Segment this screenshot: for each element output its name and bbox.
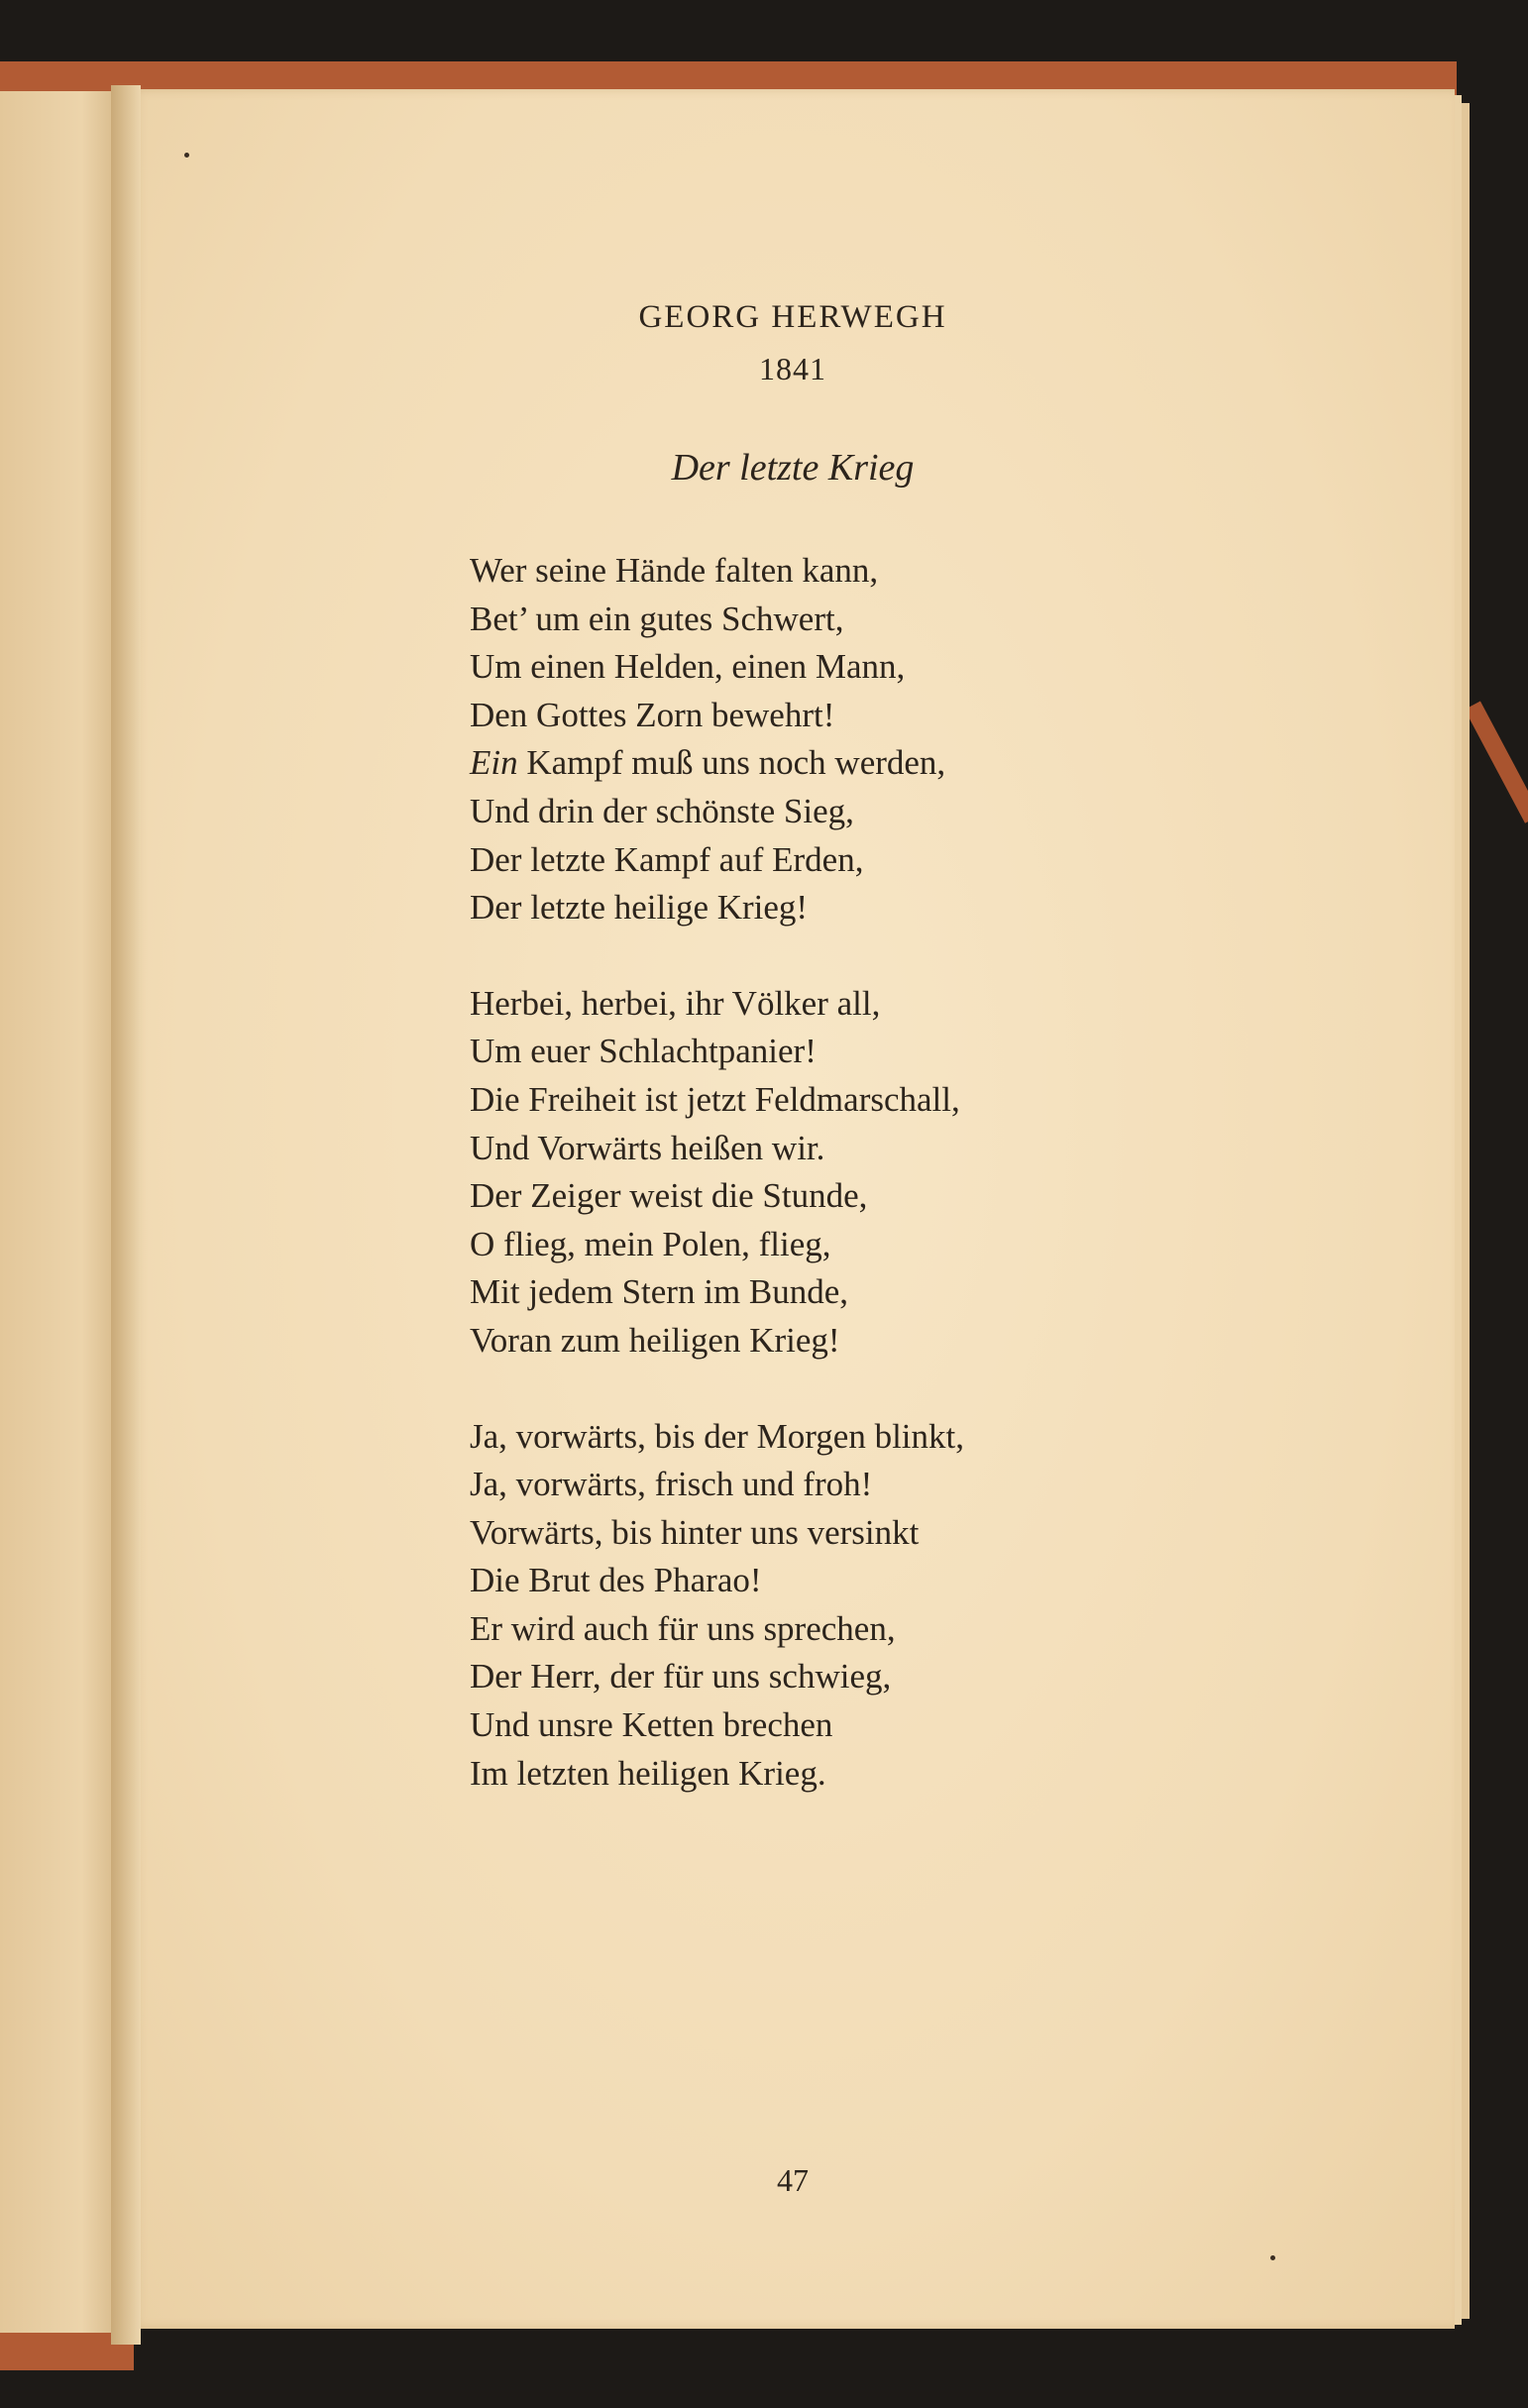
poem-line: Und drin der schönste Sieg, <box>470 791 854 830</box>
paper-speck <box>1270 2255 1275 2260</box>
paper-speck <box>184 153 189 158</box>
year-heading: 1841 <box>759 351 826 386</box>
poem-line: Um euer Schlachtpanier! <box>470 1032 817 1071</box>
poem-line: O flieg, mein Polen, flieg, <box>470 1224 831 1263</box>
author-heading: GEORG HERWEGH <box>638 299 947 335</box>
poem-line: Der Zeiger weist die Stunde, <box>470 1176 868 1216</box>
poem-line: Voran zum heiligen Krieg! <box>470 1320 840 1360</box>
poem-line: Die Freiheit ist jetzt Feldmarschall, <box>470 1079 960 1119</box>
poem-line: Und Vorwärts heißen wir. <box>470 1128 825 1167</box>
ribbon-bookmark <box>1465 702 1528 823</box>
book-page <box>131 89 1455 2329</box>
poem-line: Vorwärts, bis hinter uns versinkt <box>470 1512 920 1552</box>
emphasized-word: Ein <box>470 743 518 783</box>
poem-line: Im letzten heiligen Krieg. <box>470 1753 826 1793</box>
line-remainder: Kampf muß uns noch werden, <box>517 743 946 783</box>
page-gutter <box>111 85 141 2345</box>
poem-line: Ja, vorwärts, bis der Morgen blinkt, <box>470 1416 965 1456</box>
poem-line <box>470 739 1262 788</box>
poem-title: Der letzte Krieg <box>671 447 915 489</box>
poem-line: Er wird auch für uns sprechen, <box>470 1608 896 1648</box>
poem-line: Bet’ um ein gutes Schwert, <box>470 599 844 638</box>
poem-line: Und unsre Ketten brechen <box>470 1705 833 1745</box>
left-page-sliver <box>0 91 117 2333</box>
poem-stanza <box>470 980 1262 1366</box>
poem-line: Mit jedem Stern im Bunde, <box>470 1272 849 1312</box>
poem-line: Den Gottes Zorn bewehrt! <box>470 695 835 734</box>
poem-line: Herbei, herbei, ihr Völker all, <box>470 983 881 1023</box>
poem-stanza <box>470 547 1262 932</box>
poem-line: Ja, vorwärts, frisch und froh! <box>470 1465 873 1504</box>
poem-line: Der letzte heilige Krieg! <box>470 888 809 928</box>
poem-line: Der letzte Kampf auf Erden, <box>470 839 864 879</box>
poem-stanza <box>470 1413 1262 1799</box>
poem-body <box>470 547 1262 1845</box>
poem-line: Wer seine Hände falten kann, <box>470 551 879 590</box>
poem-line: Der Herr, der für uns schwieg, <box>470 1657 892 1697</box>
poem-line: Um einen Helden, einen Mann, <box>470 647 906 687</box>
page-number: 47 <box>777 2162 809 2198</box>
poem-line: Die Brut des Pharao! <box>470 1561 762 1600</box>
